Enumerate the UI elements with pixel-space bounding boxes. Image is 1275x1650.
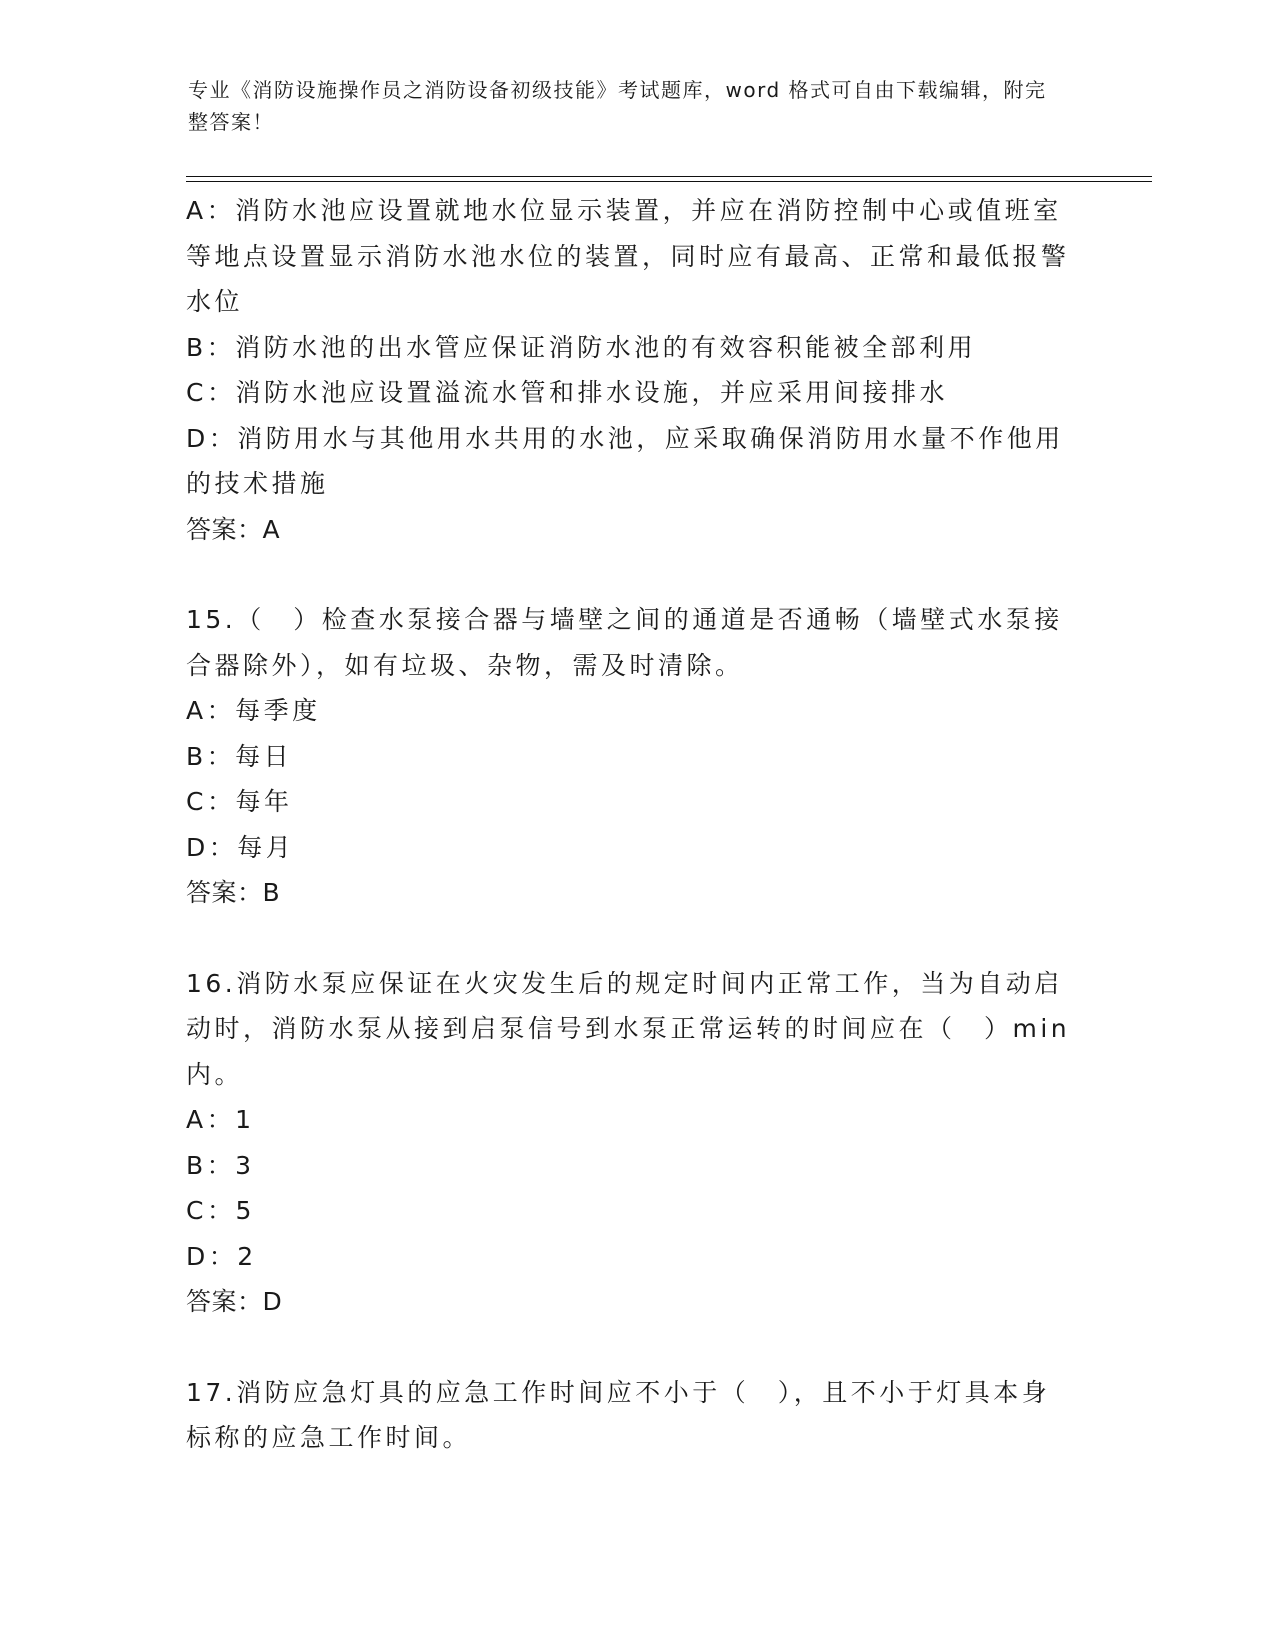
document-header: 专业《消防设施操作员之消防设备初级技能》考试题库，word 格式可自由下载编辑，附完整答案！: [188, 78, 1047, 134]
header-divider-top: [186, 176, 1152, 177]
header-divider-bottom: [186, 181, 1152, 182]
q15-option-b: B：每日: [186, 741, 293, 771]
q14-option-d: D：消防用水与其他用水共用的水池，应采取确保消防用水量不作他用的技术措施: [186, 423, 1064, 498]
q17-question: 17.消防应急灯具的应急工作时间应不小于（ ），且不小于灯具本身标称的应急工作时间。: [186, 1377, 1051, 1452]
q15-option-d: D：每月: [186, 832, 295, 862]
spacer: [186, 916, 1076, 961]
q15-option-c: C：每年: [186, 787, 293, 816]
q14-option-b: B：消防水池的出水管应保证消防水池的有效容积能被全部利用: [186, 332, 977, 362]
q16-option-b: B：3: [186, 1150, 255, 1180]
q14-option-c: C：消防水池应设置溢流水管和排水设施，并应采用间接排水: [186, 378, 948, 407]
question-14-block: [186, 188, 1076, 552]
q16-option-c: C：5: [186, 1196, 255, 1225]
q14-answer: 答案：A: [186, 514, 281, 544]
q15-option-a: A：每季度: [186, 696, 321, 725]
spacer: [186, 1325, 1076, 1370]
q16-option-a: A：1: [186, 1105, 255, 1134]
q16-question: 16.消防水泵应保证在火灾发生后的规定时间内正常工作，当为自动启动时，消防水泵从接到启泵信号到水泵正常运转的时间应在（ ）min内。: [186, 968, 1071, 1089]
document-body: [186, 188, 1076, 1461]
q16-option-d: D：2: [186, 1241, 257, 1271]
q15-question: 15.（ ）检查水泵接合器与墙壁之间的通道是否通畅（墙壁式水泵接合器除外），如有垃圾、杂物，需及时清除。: [186, 605, 1063, 680]
spacer: [186, 552, 1076, 597]
question-17-block: [186, 1370, 1076, 1461]
question-16-block: [186, 961, 1076, 1325]
question-15-block: [186, 597, 1076, 916]
q14-option-a: A：消防水池应设置就地水位显示装置，并应在消防控制中心或值班室等地点设置显示消防水池水位的装置，同时应有最高、正常和最低报警水位: [186, 196, 1070, 316]
q16-answer: 答案：D: [186, 1287, 283, 1316]
q15-answer: 答案：B: [186, 878, 281, 907]
